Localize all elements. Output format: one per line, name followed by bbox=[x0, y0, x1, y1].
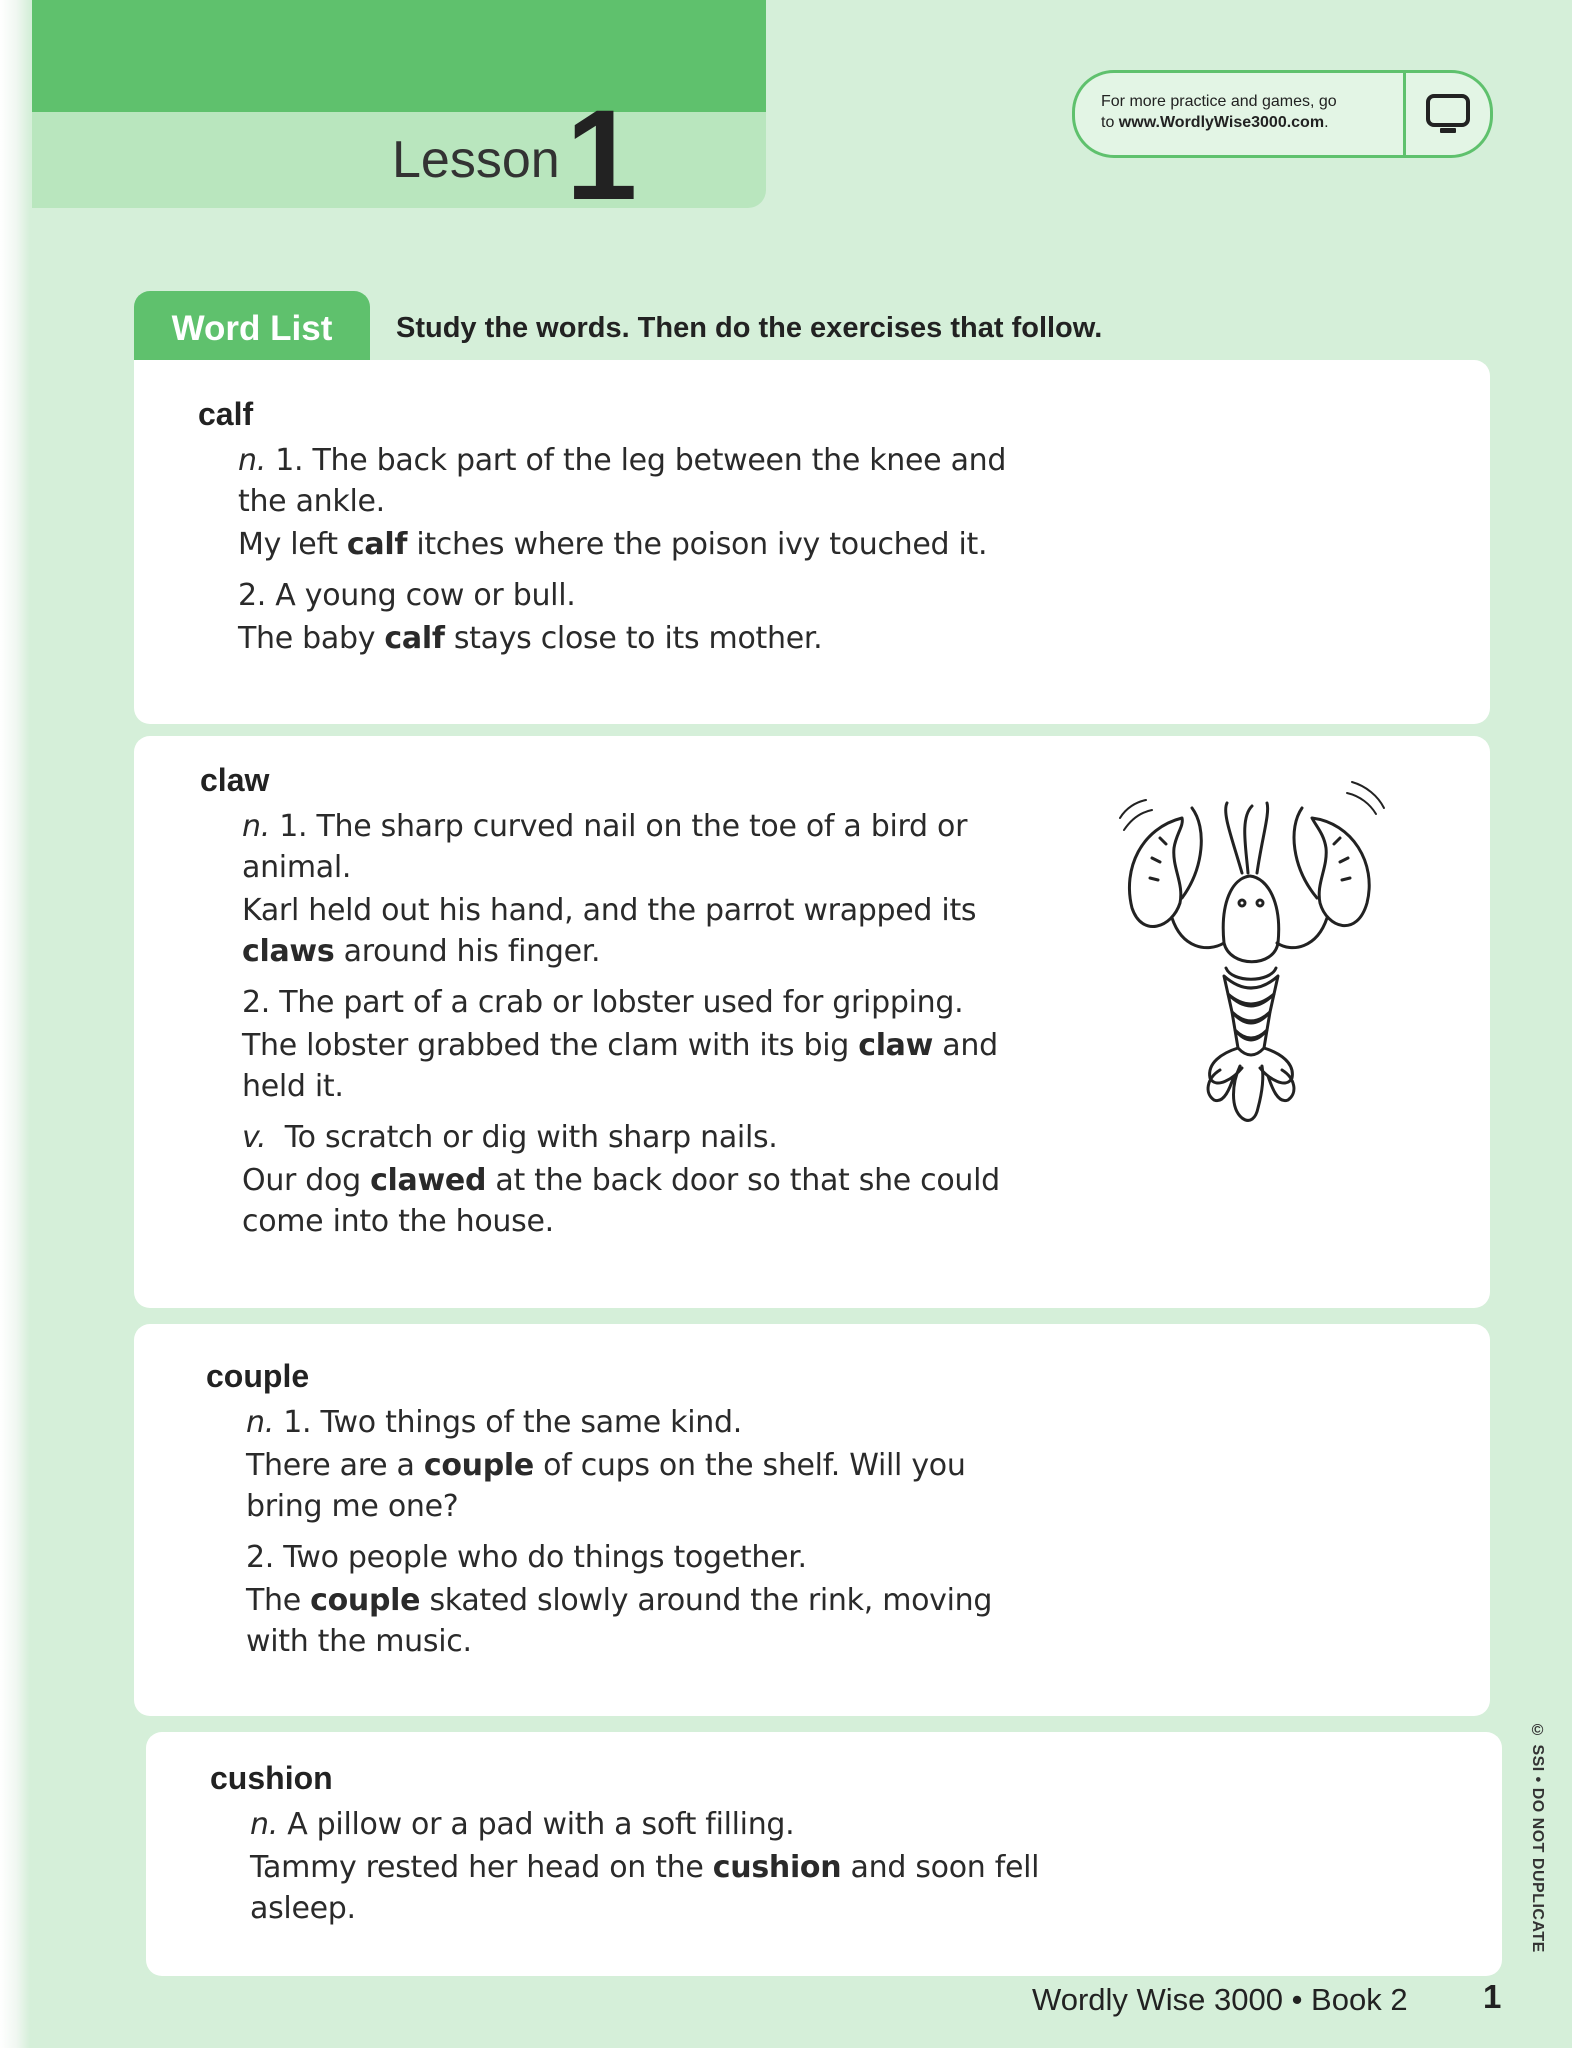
example-text: Our dog bbox=[242, 1163, 371, 1198]
sense-definition bbox=[246, 1537, 1046, 1578]
page-spine bbox=[0, 0, 30, 2048]
sense-number: 1. bbox=[283, 1405, 312, 1440]
example-sentence bbox=[242, 890, 1042, 972]
example-text: Tammy rested her head on the bbox=[250, 1850, 713, 1885]
practice-callout bbox=[1072, 70, 1493, 158]
example-text: itches where the poison ivy touched it. bbox=[407, 527, 988, 562]
headword-in-example: calf bbox=[384, 621, 445, 656]
sense-definition bbox=[250, 1804, 1050, 1845]
entry-definitions bbox=[238, 440, 1038, 669]
example-text: There are a bbox=[246, 1448, 424, 1483]
header-band bbox=[32, 0, 766, 112]
definition-text: A pillow or a pad with a soft filling. bbox=[287, 1807, 795, 1842]
lesson-number: 1 bbox=[566, 84, 638, 227]
sense-definition bbox=[246, 1402, 1046, 1443]
entry-word: claw bbox=[200, 762, 270, 798]
lesson-label: Lesson bbox=[392, 131, 560, 189]
entry-card-couple bbox=[134, 1324, 1490, 1716]
example-text: The baby bbox=[238, 621, 385, 656]
page-number: 1 bbox=[1483, 1978, 1502, 2015]
headword-in-example: calf bbox=[346, 527, 408, 562]
practice-text bbox=[1101, 91, 1391, 133]
entry-word: calf bbox=[198, 396, 254, 432]
sense-definition bbox=[242, 1117, 1042, 1158]
definition-text: Two people who do things together. bbox=[283, 1540, 807, 1575]
sense-number: 1. bbox=[275, 443, 304, 478]
entry-card-calf bbox=[134, 360, 1490, 724]
definition-text: The back part of the leg between the knee and the ankle. bbox=[238, 443, 1007, 519]
practice-url-link[interactable]: www.WordlyWise3000.com bbox=[1118, 114, 1325, 131]
example-sentence bbox=[242, 1025, 1032, 1107]
practice-divider bbox=[1403, 73, 1406, 155]
word-list-label: Word List bbox=[171, 309, 333, 348]
definition-text: To scratch or dig with sharp nails. bbox=[284, 1120, 778, 1155]
sense-number: 2. bbox=[242, 985, 271, 1020]
practice-line-1: For more practice and games, go bbox=[1101, 93, 1337, 110]
example-text: and held it. bbox=[242, 1028, 998, 1104]
headword-in-example: couple bbox=[310, 1583, 421, 1618]
definition-text: The sharp curved nail on the toe of a bird or animal. bbox=[242, 809, 968, 885]
entry-definitions bbox=[242, 806, 1042, 1252]
instructions: Study the words. Then do the exercises that follow. bbox=[396, 312, 1103, 344]
example-text: at the back door so that she could come into the house. bbox=[242, 1163, 1000, 1239]
entry-word: couple bbox=[206, 1358, 310, 1394]
example-text: of cups on the shelf. Will you bring me one? bbox=[246, 1448, 966, 1524]
entry-definitions bbox=[250, 1804, 1050, 1939]
example-sentence bbox=[250, 1847, 1050, 1929]
sense-definition bbox=[242, 982, 1042, 1023]
headword-in-example: couple bbox=[423, 1448, 534, 1483]
practice-line-2-suffix: . bbox=[1324, 114, 1329, 131]
definition-text: Two things of the same kind. bbox=[320, 1405, 742, 1440]
practice-line-2-prefix: to bbox=[1101, 114, 1119, 131]
example-text: My left bbox=[238, 527, 347, 562]
book-title-footer: Wordly Wise 3000 • Book 2 bbox=[1032, 1982, 1408, 2017]
example-sentence bbox=[242, 1160, 1012, 1242]
computer-monitor-icon bbox=[1425, 93, 1471, 141]
sense-number: 2. bbox=[238, 578, 267, 613]
copyright-notice: © SSI • DO NOT DUPLICATE bbox=[1529, 1722, 1546, 1953]
entry-definitions bbox=[246, 1402, 1046, 1672]
headword-in-example: claw bbox=[858, 1028, 934, 1063]
example-text: Karl held out his hand, and the parrot wrapped its bbox=[242, 893, 977, 928]
example-text: and soon fell asleep. bbox=[250, 1850, 1040, 1926]
part-of-speech: n. bbox=[246, 1405, 274, 1440]
example-sentence bbox=[246, 1580, 1046, 1662]
part-of-speech: n. bbox=[242, 809, 270, 844]
definition-text: A young cow or bull. bbox=[275, 578, 576, 613]
example-sentence bbox=[246, 1445, 1036, 1527]
headword-in-example: cushion bbox=[712, 1850, 842, 1885]
headword-in-example: clawed bbox=[370, 1163, 487, 1198]
lobster-illustration bbox=[1112, 778, 1392, 1152]
sense-definition bbox=[238, 440, 1038, 522]
part-of-speech: n. bbox=[250, 1807, 278, 1842]
example-text: The bbox=[246, 1583, 311, 1618]
sense-number: 1. bbox=[279, 809, 308, 844]
example-sentence bbox=[238, 618, 1038, 659]
part-of-speech: n. bbox=[238, 443, 266, 478]
entry-word: cushion bbox=[210, 1760, 333, 1796]
definition-text: The part of a crab or lobster used for gripping. bbox=[279, 985, 964, 1020]
example-text: around his finger. bbox=[334, 934, 601, 969]
headword-in-example: claws bbox=[242, 934, 335, 969]
example-text: The lobster grabbed the clam with its big bbox=[242, 1028, 859, 1063]
part-of-speech: v. bbox=[242, 1120, 267, 1155]
example-text: stays close to its mother. bbox=[444, 621, 823, 656]
sense-definition bbox=[238, 575, 1038, 616]
example-text: skated slowly around the rink, moving with the music. bbox=[246, 1583, 993, 1659]
sense-number: 2. bbox=[246, 1540, 275, 1575]
sense-definition bbox=[242, 806, 1042, 888]
example-sentence bbox=[238, 524, 1038, 565]
entry-card-cushion bbox=[146, 1732, 1502, 1976]
